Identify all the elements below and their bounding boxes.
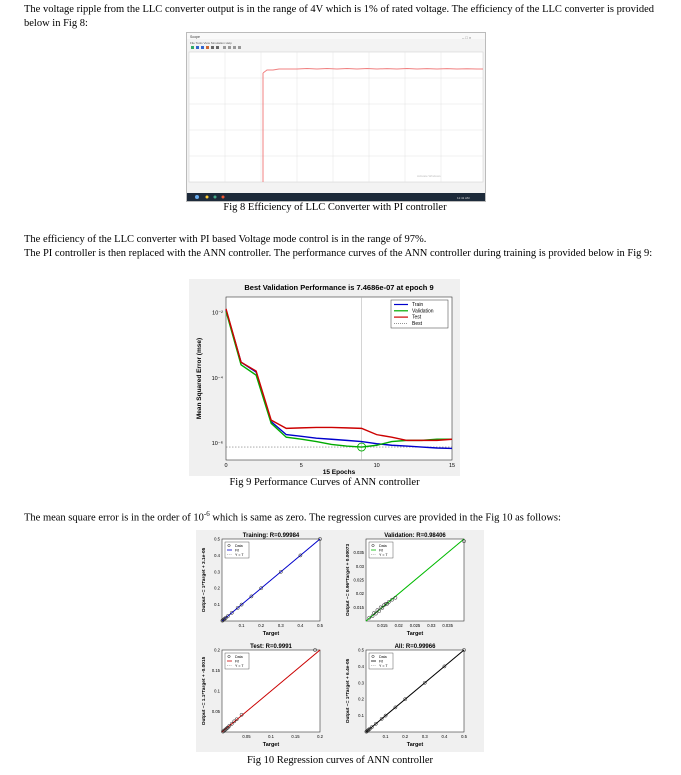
fig8-browser-icon [214,196,217,199]
fig10-caption: Fig 10 Regression curves of ANN controller [246,755,434,766]
fig8-start-icon [195,195,199,199]
fig10-ytick-label: 0.4 [358,663,364,669]
fig10-legend-label: Fit [379,659,383,664]
fig10-ytick-label: 0.4 [214,552,220,558]
fig10-ytick-label: 0.1 [214,602,220,608]
fig10-xlabel: Target [262,742,280,748]
fig9-xtick-label: 10 [373,463,380,469]
fig10-ytick-label: 0.02 [355,591,364,597]
fig8-taskbar-time: 11:41 AM [457,196,470,200]
fig10-ytick-label: 0.2 [358,696,364,702]
paragraph-efficiency [24,233,654,261]
fig10-ytick-label: 0.2 [214,647,220,653]
fig10-xtick-label: 0.2 [317,734,323,739]
fig8-scope-svg [187,33,485,201]
fig10-legend-label: Fit [379,548,383,553]
fig10-ytick-label: 0.3 [214,569,220,575]
fig10-legend-label: Fit [235,548,239,553]
fig10-xtick-label: 0.5 [461,734,467,739]
fig8-toolbar-icons [191,46,241,49]
paragraph-mse-text-a: The mean square error is in the order of 10 [24,512,204,524]
fig10-xtick-label: 0.3 [421,734,428,739]
fig10-ytick-label: 0.1 [358,713,364,719]
fig10-xlabel: Target [406,631,424,637]
fig8-menu: File Tools View Simulation Help [190,41,232,45]
fig10-legend-label: Y = T [235,552,244,557]
fig10-xtick-label: 0.05 [242,734,251,739]
fig10-legend-label: Y = T [235,663,244,668]
fig9-performance-chart [189,279,460,476]
fig10-ytick-label: 0.3 [358,680,364,686]
fig10-legend-label: Data [379,654,387,659]
fig9-legend-label: Validation [412,308,434,315]
fig10-legend-label: Data [379,543,387,548]
fig10-xtick-label: 0.3 [277,623,284,628]
fig8-window-title: Scope [190,35,200,39]
fig8-watermark: Activate Windows [417,174,441,178]
fig10-xlabel: Target [406,742,424,748]
fig9-ytick-label: 10⁻⁴ [211,375,223,382]
paragraph-mse-exponent: -6 [203,510,210,518]
fig10-ytick-label: 0.05 [211,709,220,714]
fig9-caption: Fig 9 Performance Curves of ANN controller [229,477,420,488]
fig10-ytick-label: 0.15 [211,668,220,673]
fig10-legend-label: Y = T [379,552,388,557]
fig9-ytick-label: 10⁻² [212,310,223,317]
fig9-legend-label: Best [412,320,423,327]
fig9-xtick-label: 5 [299,463,303,469]
fig10-xtick-label: 0.4 [297,623,304,628]
fig10-ylabel: Output ~= 1*Target + 3.1e-05 [202,547,207,613]
paragraph-efficiency-line1: The efficiency of the LLC converter with PI based Voltage mode control is in the range of 97%. [24,234,427,245]
fig8-taskbar [187,193,485,201]
fig10-ylabel: Output ~= 1*Target + 6.4e-05 [346,658,351,724]
fig10-legend-label: Data [235,654,243,659]
fig8-folder-icon [206,196,209,199]
fig10-ytick-label: 0.2 [214,585,220,591]
fig10-xtick-label: 0.1 [382,734,389,739]
fig9-legend-label: Train [412,302,424,308]
fig10-regression-charts [196,530,484,752]
fig9-ylabel: Mean Squared Error (mse) [196,337,203,420]
fig10-ytick-label: 0.1 [214,688,220,694]
paragraph-mse-text-b: which is same as zero. The regression curves are provided in the Fig 10 as follows: [209,512,561,524]
fig8-app-icon [222,196,225,199]
fig10-xtick-label: 0.1 [268,734,274,739]
paragraph-mse [24,507,654,526]
fig10-ytick-label: 0.5 [358,647,364,653]
fig10-legend-label: Y = T [379,663,388,668]
fig8-window-controls: – □ × [462,35,472,40]
fig8-scope-window [186,32,486,202]
fig9-ytick-label: 10⁻⁶ [211,440,223,447]
fig10-xlabel: Target [262,631,280,637]
fig10-legend-label: Data [235,543,243,548]
fig9-legend-label: Test [412,314,422,321]
fig10-xtick-label: 0.5 [317,623,323,628]
fig10-xtick-label: 0.035 [442,623,453,628]
fig10-panel-title: Validation: R=0.98406 [384,533,446,539]
fig10-xtick-label: 0.15 [291,734,300,739]
fig10-ytick-label: 0.025 [353,577,364,583]
fig10-xtick-label: 0.4 [441,734,448,739]
fig10-panel-title: Training: R=0.99984 [242,533,300,539]
fig10-ytick-label: 0.015 [353,604,364,610]
fig10-ylabel: Output ~= 0.96*Target + 0.00073 [346,543,351,617]
fig10-xtick-label: 0.2 [402,734,409,739]
fig8-plot-area [189,52,483,182]
fig10-xtick-label: 0.02 [394,623,403,628]
fig10-ytick-label: 0.035 [353,550,364,556]
fig10-panel-title: All: R=0.99966 [394,644,436,650]
fig9-title: Best Validation Performance is 7.4686e-07 at epoch 9 [244,283,434,292]
fig8-caption: Fig 8 Efficiency of LLC Converter with PI controller [223,202,447,213]
fig9-xtick-label: 0 [224,463,228,469]
fig9-xtick-label: 15 [448,463,456,469]
fig9-xlabel: 15 Epochs [322,469,356,476]
fig10-xtick-label: 0.2 [258,623,265,628]
fig10-ytick-label: 0.03 [355,563,364,569]
fig10-xtick-label: 0.025 [409,623,421,628]
paragraph-efficiency-line2: The PI controller is then replaced with the ANN controller. The performance curves of the ANN controller during training is provided below in Fig 9: [24,248,653,259]
paragraph-intro: The voltage ripple from the LLC converter output is in the range of 4V which is 1% of rated voltage. The efficiency of the LLC converter is provided below in Fig 8: [24,4,654,29]
fig10-xtick-label: 0.015 [377,623,388,628]
fig10-xtick-label: 0.03 [427,623,436,628]
fig10-legend-label: Fit [235,659,239,664]
fig10-xtick-label: 0.1 [238,623,245,628]
fig10-ytick-label: 0.5 [214,536,220,542]
fig10-panel-title: Test: R=0.9991 [250,644,292,650]
fig10-ylabel: Output ~= 1.1*Target + -0.0015 [202,656,207,726]
